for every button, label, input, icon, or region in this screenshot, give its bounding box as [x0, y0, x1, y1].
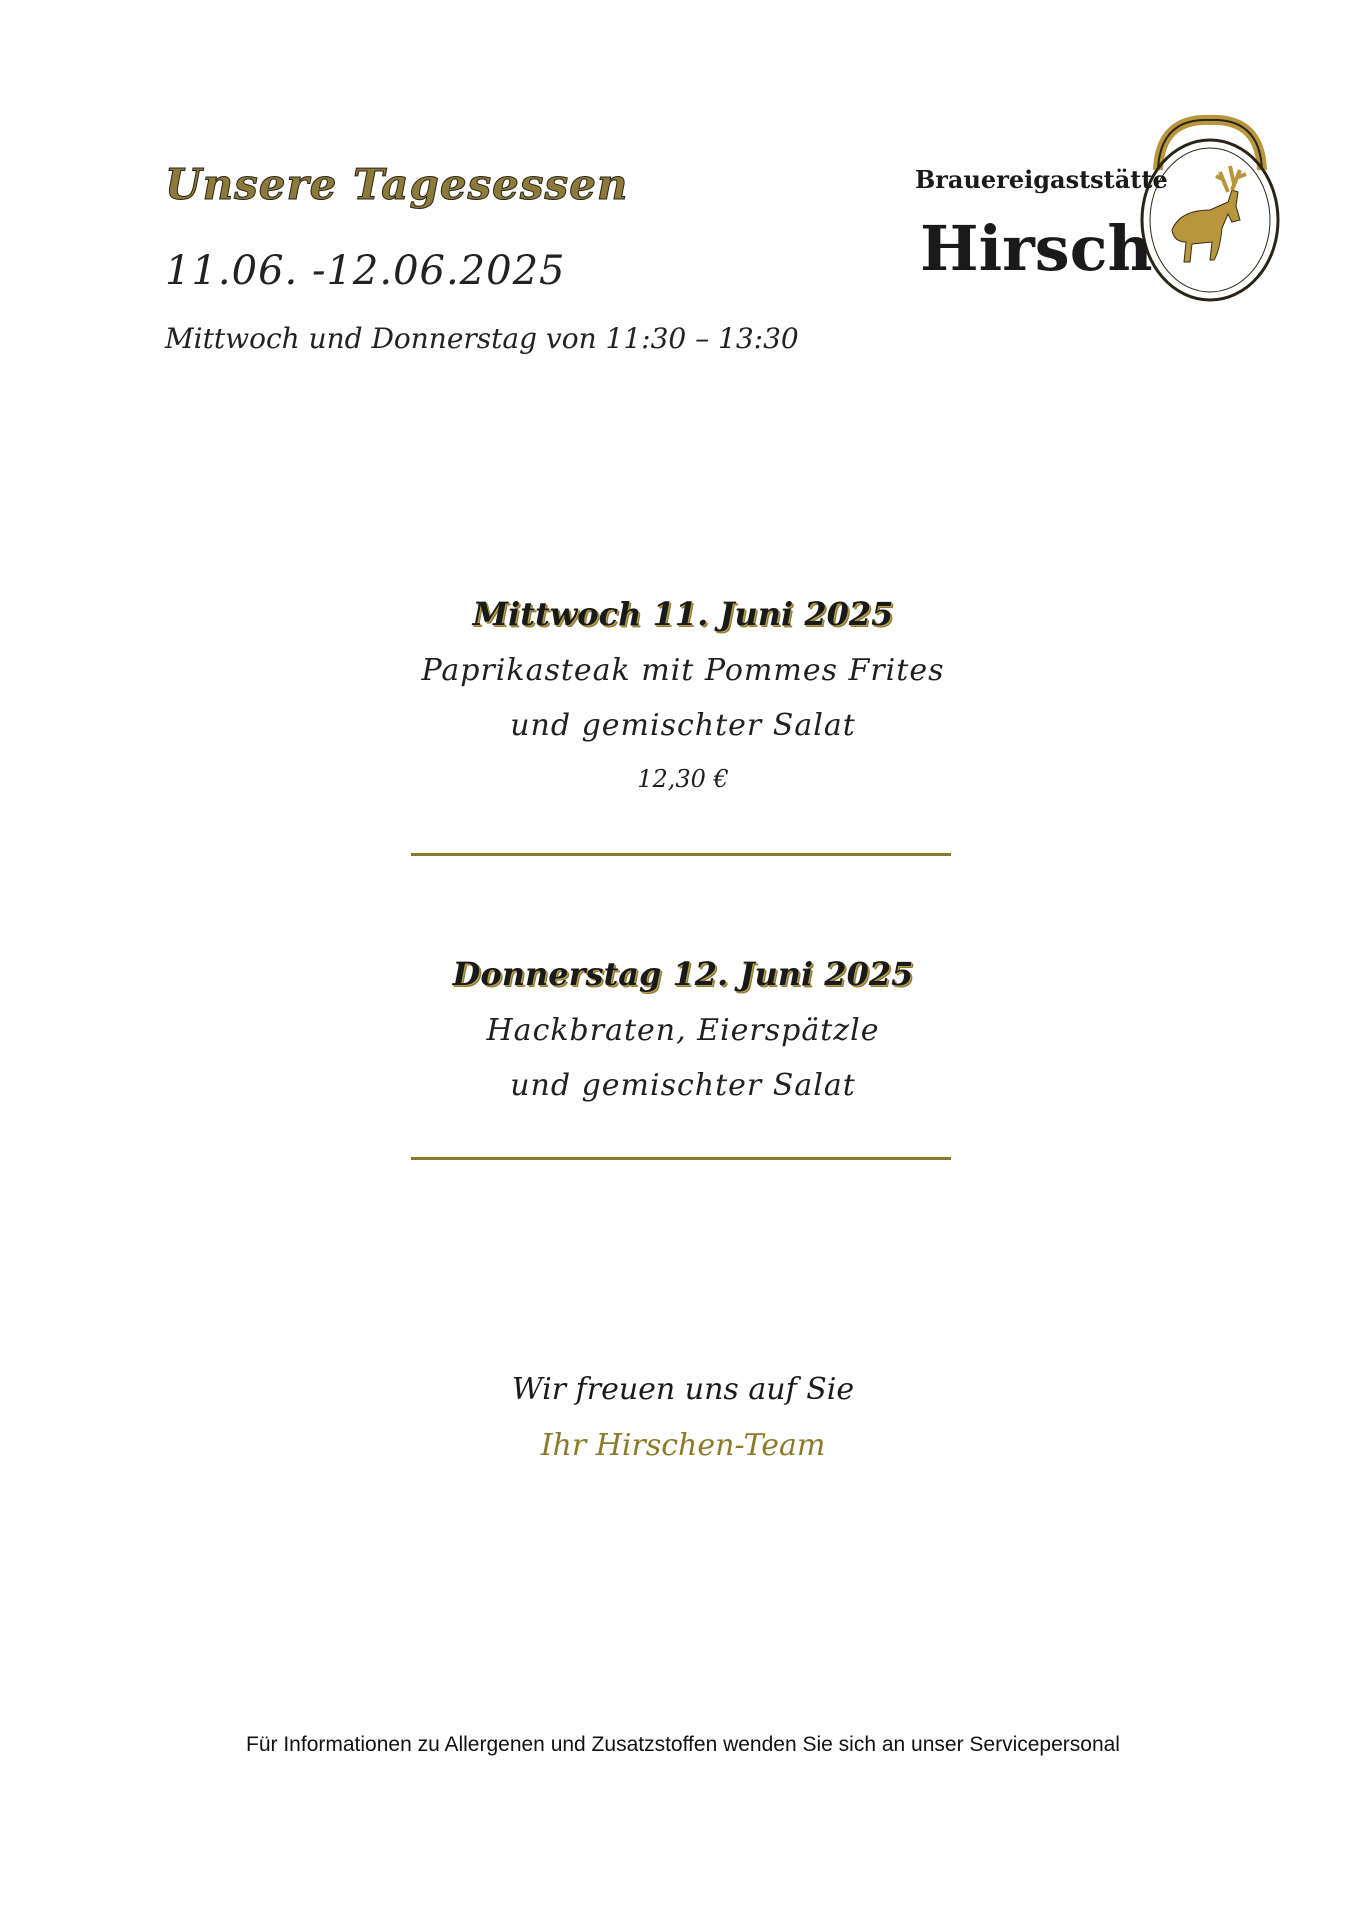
- deer-icon: [1172, 166, 1246, 262]
- dish-line: Hackbraten, Eierspätzle: [486, 1013, 880, 1048]
- dish-line: Paprikasteak mit Pommes Frites: [421, 653, 945, 688]
- day-title: Mittwoch 11. Juni 2025: [472, 595, 894, 633]
- dish-price: 12,30 €: [637, 765, 729, 793]
- logo-name-text: Hirsch: [920, 212, 1153, 285]
- opening-hours: Mittwoch und Donnerstag von 11:30 – 13:30: [165, 322, 799, 355]
- section-divider: [411, 853, 951, 856]
- day-menu-thursday: [383, 955, 983, 1103]
- closing-greeting: Wir freuen uns auf Sie: [511, 1372, 855, 1407]
- day-title: Donnerstag 12. Juni 2025: [452, 955, 914, 993]
- closing-signature: Ihr Hirschen-Team: [540, 1428, 826, 1463]
- dish-line: und gemischter Salat: [510, 708, 856, 743]
- dish-line: und gemischter Salat: [510, 1068, 856, 1103]
- page-title: Unsere Tagesessen: [165, 160, 629, 209]
- logo-top-text: Brauereigaststätte: [915, 165, 1168, 194]
- hirsch-logo-graphic: [910, 110, 1300, 310]
- section-divider: [411, 1157, 951, 1160]
- restaurant-logo: [910, 110, 1300, 310]
- date-range: 11.06. -12.06.2025: [165, 248, 566, 294]
- allergen-note: Für Informationen zu Allergenen und Zusatzstoffen wenden Sie sich an unser Servicepersonal: [246, 1733, 1120, 1756]
- day-menu-wednesday: [383, 595, 983, 793]
